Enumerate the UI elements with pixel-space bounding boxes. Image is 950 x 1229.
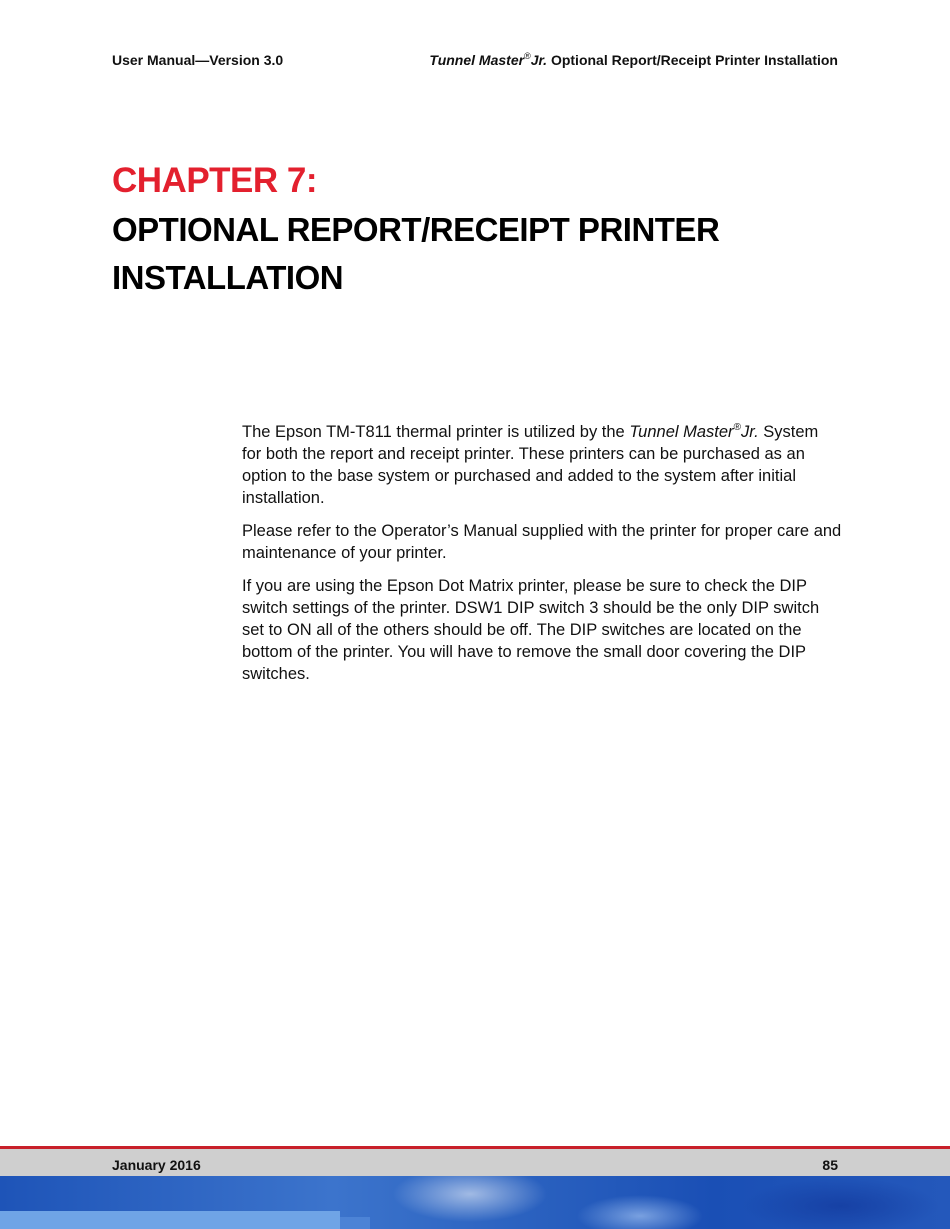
chapter-heading <box>112 160 852 302</box>
manual-version-label: User Manual—Version 3.0 <box>112 52 284 68</box>
registered-mark: ® <box>524 51 531 61</box>
paragraph-intro-end: System for both the report and receipt printer. These printers can be purchased as an option to the base system or purchased and added to the system after initial installation. <box>242 423 819 507</box>
brand-name: Tunnel Master <box>429 52 525 68</box>
chapter-number: CHAPTER 7: <box>112 161 318 200</box>
footer-image-strip <box>0 1211 340 1229</box>
chapter-title-line-1: OPTIONAL REPORT/RECEIPT PRINTER <box>112 211 720 248</box>
chapter-body <box>242 421 842 696</box>
footer-decorative-image <box>0 1176 950 1229</box>
paragraph-manual-reference: Please refer to the Operator’s Manual supplied with the printer for proper care and maintenance of your printer. <box>242 522 842 562</box>
running-title-text: Optional Report/Receipt Printer Installation <box>547 52 838 68</box>
page-header <box>112 52 838 72</box>
brand-suffix: Jr. <box>530 52 548 68</box>
footer-image-strip-accent <box>340 1217 370 1229</box>
brand-suffix: Jr. <box>740 423 759 441</box>
registered-mark: ® <box>733 422 741 433</box>
paragraph-intro-start: The Epson TM-T811 thermal printer is utilized by the <box>242 423 630 441</box>
chapter-title <box>112 206 852 302</box>
page-number: 85 <box>822 1157 838 1173</box>
chapter-title-line-2: INSTALLATION <box>112 259 344 296</box>
paragraph-intro <box>242 421 842 509</box>
paragraph-dip-switch: If you are using the Epson Dot Matrix printer, please be sure to check the DIP switch settings of the printer. DSW1 DIP switch 3 should be the only DIP switch set to ON all of the others should be off. The DIP switches are located on the bottom of the printer. You will have to remove the small door covering the DIP switches. <box>242 577 820 683</box>
running-title <box>429 52 838 68</box>
footer-date: January 2016 <box>112 1157 201 1173</box>
brand-name: Tunnel Master <box>629 423 734 441</box>
